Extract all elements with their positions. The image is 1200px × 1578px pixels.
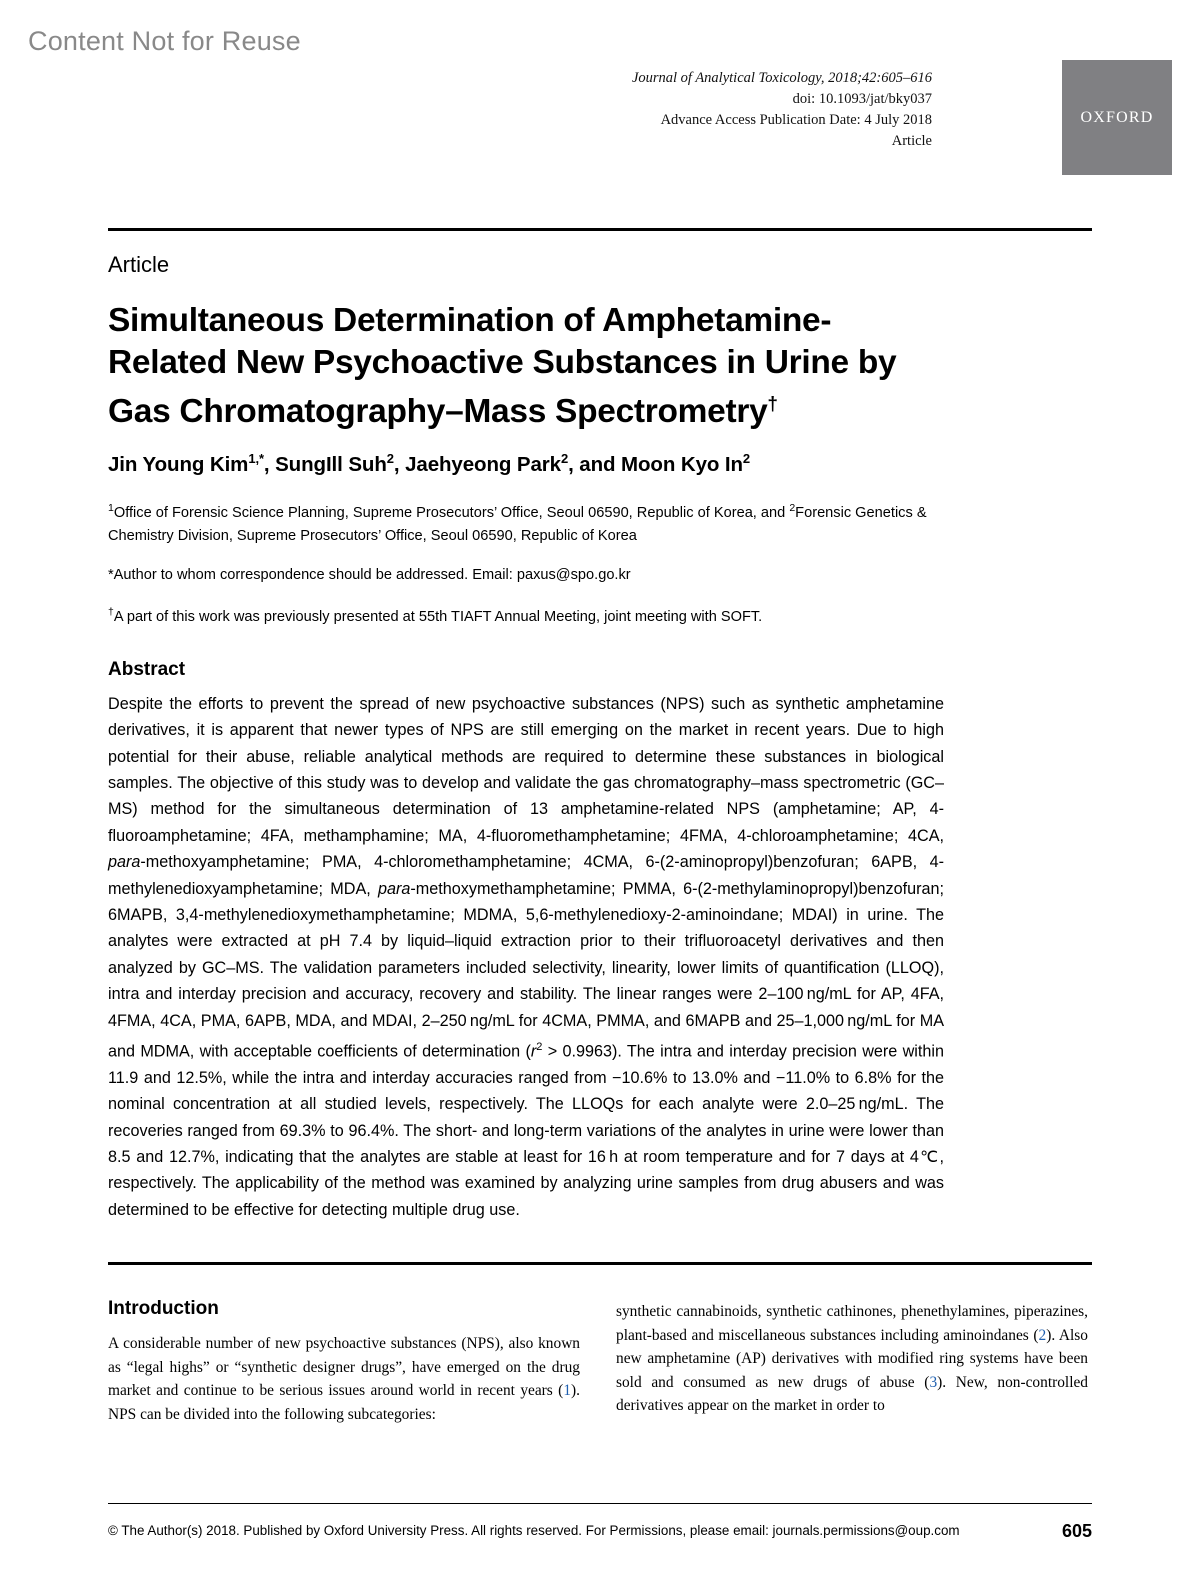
article-kicker: Article bbox=[108, 252, 170, 277]
presentation-note bbox=[108, 601, 944, 629]
oxford-logo-text: OXFORD bbox=[1080, 108, 1154, 126]
corresponding-author: *Author to whom correspondence should be addressed. Email: paxus@spo.go.kr bbox=[108, 566, 631, 583]
author-4: , and Moon Kyo In bbox=[568, 452, 743, 476]
author-list bbox=[108, 451, 944, 477]
title-line-3: by Gas Chromatography–Mass Spectrometry bbox=[108, 344, 897, 431]
abstract-italic-3: r bbox=[530, 1042, 537, 1061]
intro-right-text-c: ). New, non-controlled derivatives appear on the market in order to bbox=[616, 1373, 1089, 1415]
introduction-paragraph-right bbox=[616, 1300, 1088, 1418]
affiliation-2-marker: 2 bbox=[789, 501, 796, 514]
author-1: Jin Young Kim bbox=[108, 452, 249, 476]
title-line-1: Simultaneous Determination of Amphetamine- bbox=[108, 302, 832, 339]
intro-right-text-b: ). Also new amphetamine (AP) derivatives with modified ring systems have been sold and consumed as new drugs of abuse ( bbox=[616, 1326, 1088, 1391]
journal-article-type: Article bbox=[891, 133, 932, 149]
journal-metadata bbox=[632, 68, 932, 152]
abstract-heading: Abstract bbox=[108, 658, 186, 680]
author-2: , SungIll Suh bbox=[263, 452, 387, 476]
header-divider bbox=[108, 228, 1092, 231]
author-3-sup: 2 bbox=[560, 451, 569, 467]
page-number: 605 bbox=[1061, 1521, 1092, 1541]
affiliation-1-marker: 1 bbox=[108, 501, 114, 514]
note-text: A part of this work was previously presented at 55th TIAFT Annual Meeting, joint meeting with SOFT. bbox=[113, 608, 763, 625]
journal-citation: Journal of Analytical Toxicology, 2018;42:605–616 bbox=[631, 70, 932, 86]
abstract-segment-3: -methoxymethamphetamine; PMMA, 6-(2-methylaminopropyl)benzofuran; 6MAPB, 3,4-methylenedioxymethamphetamine; MDMA, 5,6-methylenedioxy-2-aminoindane; MDAI) in urine. The analytes were extracted at pH 7.4 by liquid–liquid extraction prior to their trifluoroacetyl derivatives and then analyzed by GC–MS. The validation parameters included selectivity, linearity, lower limits of quantification (LLOQ), intra and interday precision and accuracy, recovery and stability. The linear ranges were 2–100 ng/mL for AP, 4FA, 4FMA, 4CA, PMA, 6APB, MDA, and MDAI, 2–250 ng/mL for 4CMA, PMMA, and 6MAPB and 25–1,000 ng/mL for MA and MDMA, with acceptable coefficients of determination ( bbox=[108, 879, 944, 1061]
intro-left-text-a: A considerable number of new psychoactive substances (NPS), also known as “legal highs” or “synthetic designer drugs”, have emerged on the drug market and continue to be serious issues around world in recent years ( bbox=[108, 1335, 580, 1400]
copyright-notice: © The Author(s) 2018. Published by Oxford University Press. All rights reserved. For Permissions, please email: journals.permissions@oup.com bbox=[108, 1523, 960, 1538]
abstract-body bbox=[108, 691, 944, 1224]
footer-divider bbox=[108, 1503, 1092, 1504]
note-marker: † bbox=[108, 605, 114, 618]
intro-left-text-b: ). NPS can be divided into the following subcategories: bbox=[108, 1382, 580, 1423]
author-1-sup: 1,* bbox=[248, 451, 264, 467]
title-line-2: Related New Psychoactive Substances in Urine bbox=[108, 344, 849, 381]
abstract-segment-1: Despite the efforts to prevent the spread of new psychoactive substances (NPS) such as synthetic amphetamine derivatives, it is apparent that newer types of NPS are still emerging on the market in recent years. Due to high potential for their abuse, reliable analytical methods are required to determine these substances in biological samples. The objective of this study was to develop and validate the gas chromatography–mass spectrometric (GC–MS) method for the simultaneous determination of 13 amphetamine-related NPS (amphetamine; AP, 4-fluoroamphetamine; 4FA, methamphamine; MA, 4-fluoromethamphetamine; 4FMA, 4-chloroamphetamine; 4CA, bbox=[108, 694, 944, 845]
affiliation-2: Forensic Genetics & Chemistry Division, Supreme Prosecutors’ Office, Seoul 06590, Republic of Korea bbox=[108, 504, 927, 544]
abstract-segment-4: > 0.9963). The intra and interday precision were within 11.9 and 12.5%, while the intra and interday accuracies ranged from −10.6% to 13.0% and −11.0% to 6.8% for the nominal concentration at all studied levels, respectively. The LLOQs for each analyte were 2.0–25 ng/mL. The recoveries ranged from 69.3% to 96.4%. The short- and long-term variations of the analytes in urine were lower than 8.5 and 12.7%, indicating that the analytes are stable at least for 16 h at room temperature and for 7 days at 4℃, respectively. The applicability of the method was examined by analyzing urine samples from drug abusers and was determined to be effective for detecting multiple drug use. bbox=[108, 1042, 944, 1219]
citation-link-3[interactable]: 3 bbox=[929, 1373, 938, 1391]
citation-link-2[interactable]: 2 bbox=[1038, 1326, 1047, 1344]
page-title bbox=[108, 300, 944, 433]
abstract-superscript-2: 2 bbox=[536, 1040, 543, 1053]
intro-right-text-a: synthetic cannabinoids, synthetic cathinones, phenethylamines, piperazines, plant-based and miscellaneous substances including aminoindanes ( bbox=[616, 1303, 1088, 1344]
author-4-sup: 2 bbox=[742, 451, 751, 467]
title-dagger: † bbox=[767, 394, 778, 415]
column-right bbox=[616, 1298, 1088, 1426]
introduction-paragraph-left bbox=[108, 1332, 580, 1426]
author-2-sup: 2 bbox=[386, 451, 394, 467]
author-3: , Jaehyeong Park bbox=[393, 452, 561, 476]
abstract-divider bbox=[108, 1262, 1092, 1265]
affiliation-1: Office of Forensic Science Planning, Supreme Prosecutors’ Office, Seoul 06590, Republic of Korea, and bbox=[113, 504, 790, 521]
abstract-italic-1: para bbox=[108, 853, 141, 872]
oxford-logo bbox=[1062, 60, 1172, 175]
column-left bbox=[108, 1298, 580, 1426]
abstract-segment-2: -methoxyamphetamine; PMA, 4-chloromethamphetamine; 4CMA, 6-(2-aminopropyl)benzofuran; 6APB, 4-methylenedioxyamphetamine; MDA, bbox=[108, 853, 944, 898]
article-content bbox=[108, 252, 944, 1223]
abstract-italic-2: para bbox=[378, 879, 411, 898]
citation-link-1[interactable]: 1 bbox=[563, 1382, 572, 1400]
introduction-heading: Introduction bbox=[108, 1298, 219, 1319]
journal-advance-access-date: Advance Access Publication Date: 4 July 2018 bbox=[660, 112, 932, 128]
watermark-text: Content Not for Reuse bbox=[28, 26, 301, 56]
introduction-section bbox=[108, 1298, 1088, 1426]
affiliations bbox=[108, 497, 944, 548]
journal-doi: doi: 10.1093/jat/bky037 bbox=[792, 91, 932, 107]
